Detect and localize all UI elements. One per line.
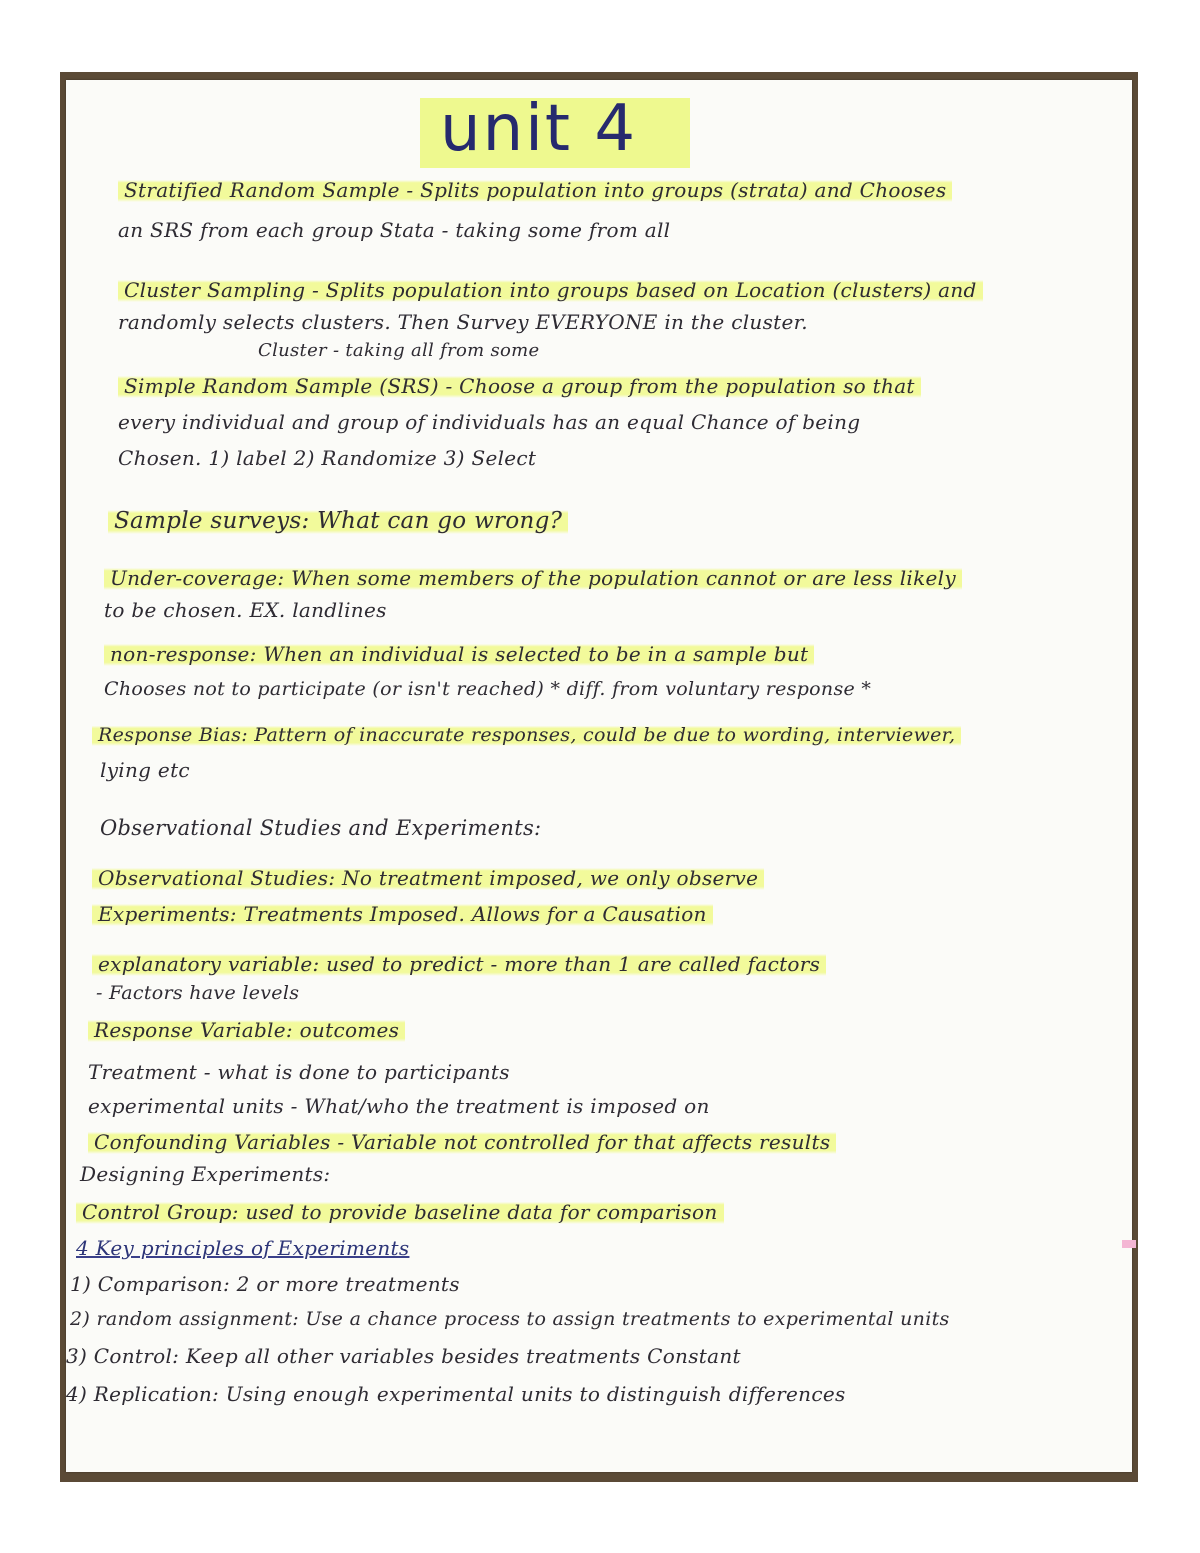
note-line — [92, 952, 826, 976]
note-line: an SRS from each group Stata - taking some from all — [118, 218, 671, 242]
note-line — [118, 178, 952, 202]
term-highlight: Under-coverage: When some members of the population cannot or are less likely — [104, 566, 962, 590]
term-highlight: Experiments: Treatments Imposed. Allows for a Causation — [92, 902, 713, 926]
term-highlight: Response Variable: outcomes — [88, 1018, 405, 1042]
note-line: lying etc — [100, 758, 190, 782]
note-line: every individual and group of individuals has an equal Chance of being — [118, 410, 861, 434]
note-line: to be chosen. EX. landlines — [104, 598, 387, 622]
term-highlight: Observational Studies: No treatment imposed, we only observe — [92, 866, 764, 890]
note-line: - Factors have levels — [96, 982, 300, 1004]
note-line — [92, 902, 713, 926]
term-highlight: Confounding Variables - Variable not controlled for that affects results — [88, 1130, 836, 1154]
list-item: 3) Control: Keep all other variables besides treatments Constant — [66, 1344, 741, 1368]
note-line — [92, 866, 764, 890]
paper-mark — [1122, 1240, 1136, 1248]
note-line — [104, 566, 962, 590]
list-item: 2) random assignment: Use a chance process to assign treatments to experimental units — [70, 1308, 950, 1330]
note-line — [118, 278, 983, 302]
list-item: 4) Replication: Using enough experimental units to distinguish differences — [66, 1382, 846, 1406]
note-line — [92, 724, 961, 746]
note-line: Treatment - what is done to participants — [88, 1060, 510, 1084]
term-highlight: Simple Random Sample (SRS) - Choose a group from the population so that — [118, 374, 921, 398]
note-line: Chooses not to participate (or isn't reached) * diff. from voluntary response * — [104, 678, 872, 700]
term-highlight: Response Bias: Pattern of inaccurate responses, could be due to wording, interviewer, — [92, 724, 961, 746]
note-line — [88, 1018, 405, 1042]
term-highlight: explanatory variable: used to predict - more than 1 are called factors — [92, 952, 826, 976]
page-title: unit 4 — [440, 92, 638, 166]
term-highlight: Sample surveys: What can go wrong? — [108, 508, 568, 534]
list-item: 1) Comparison: 2 or more treatments — [70, 1272, 460, 1296]
section-heading — [108, 508, 568, 534]
note-line: randomly selects clusters. Then Survey EVERYONE in the cluster. — [118, 310, 808, 334]
note-line — [104, 642, 814, 666]
note-line — [118, 374, 921, 398]
term-highlight: Cluster Sampling - Splits population into groups based on Location (clusters) and — [118, 278, 983, 302]
note-line: Chosen. 1) label 2) Randomize 3) Select — [118, 446, 537, 470]
note-line — [88, 1130, 836, 1154]
note-line: Cluster - taking all from some — [258, 340, 540, 361]
section-heading: Observational Studies and Experiments: — [100, 816, 542, 840]
note-line: Designing Experiments: — [80, 1162, 331, 1186]
section-heading: 4 Key principles of Experiments — [76, 1236, 410, 1260]
term-highlight: non-response: When an individual is selected to be in a sample but — [104, 642, 814, 666]
note-line — [76, 1200, 724, 1224]
term-highlight: Control Group: used to provide baseline data for comparison — [76, 1200, 724, 1224]
note-line: experimental units - What/who the treatment is imposed on — [88, 1094, 710, 1118]
term-highlight: Stratified Random Sample - Splits population into groups (strata) and Chooses — [118, 178, 952, 202]
